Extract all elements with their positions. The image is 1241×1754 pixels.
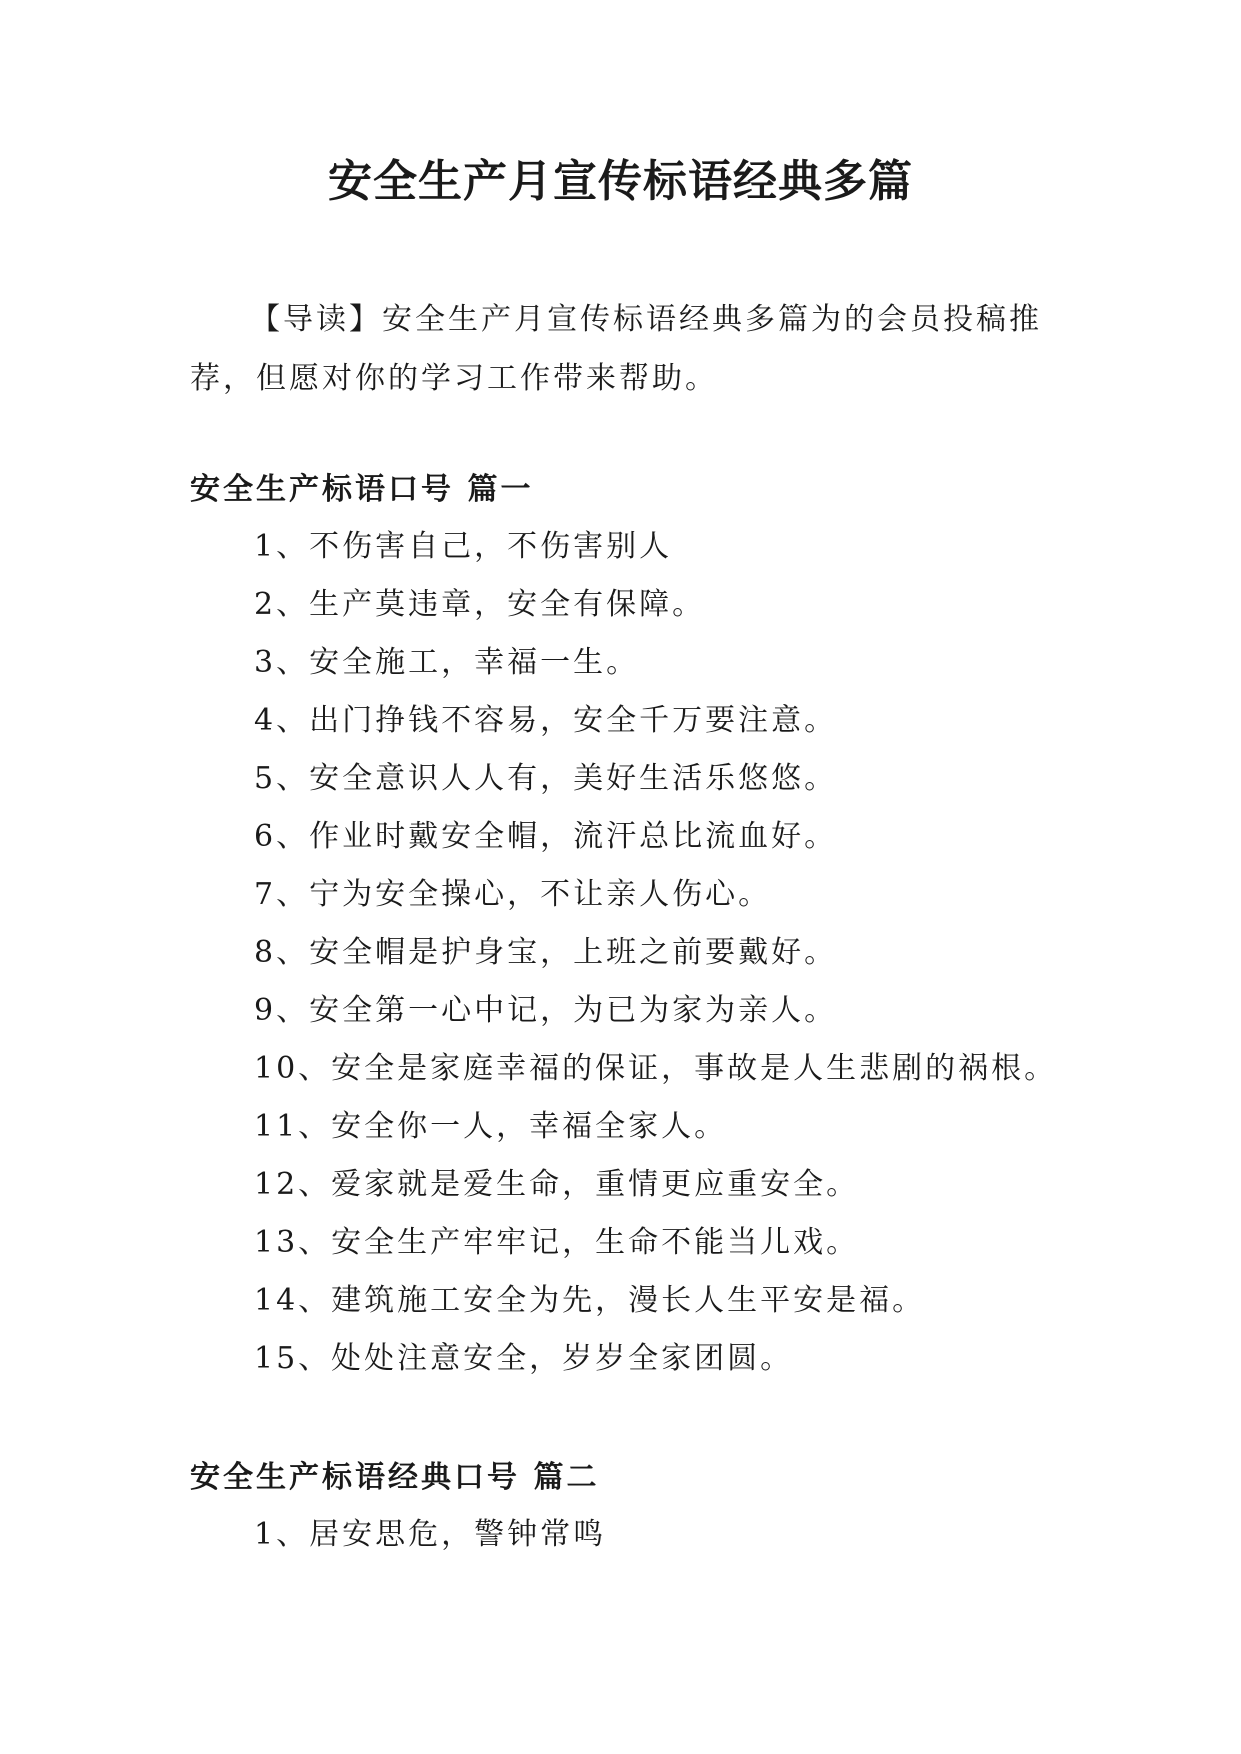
slogan-item: 15、处处注意安全，岁岁全家团圆。: [254, 1341, 794, 1376]
slogan-item: 8、安全帽是护身宝，上班之前要戴好。: [254, 935, 838, 970]
slogan-item: 12、爱家就是爱生命，重情更应重安全。: [254, 1167, 860, 1202]
slogan-item: 7、宁为安全操心，不让亲人伤心。: [254, 877, 772, 912]
slogan-item: 9、安全第一心中记，为已为家为亲人。: [254, 993, 838, 1028]
slogan-item: 10、安全是家庭幸福的保证，事故是人生悲剧的祸根。: [254, 1051, 1058, 1086]
intro-paragraph: 【导读】安全生产月宣传标语经典多篇为的会员投稿推荐，但愿对你的学习工作带来帮助。: [190, 302, 1042, 396]
slogan-item: 6、作业时戴安全帽，流汗总比流血好。: [254, 819, 838, 854]
section-heading: 安全生产标语经典口号 篇二: [190, 1460, 600, 1495]
slogan-item: 11、安全你一人，幸福全家人。: [254, 1109, 728, 1144]
slogan-list: [254, 1515, 606, 1573]
slogan-item: 13、安全生产牢牢记，生命不能当儿戏。: [254, 1225, 860, 1260]
slogan-item: 4、出门挣钱不容易，安全千万要注意。: [254, 703, 838, 738]
section-heading: 安全生产标语口号 篇一: [190, 472, 534, 507]
slogan-item: 3、安全施工，幸福一生。: [254, 645, 640, 680]
slogan-item: 5、安全意识人人有，美好生活乐悠悠。: [254, 761, 838, 796]
slogan-list: [254, 527, 1057, 1397]
slogan-item: 1、居安思危，警钟常鸣: [254, 1517, 607, 1552]
document-title: 安全生产月宣传标语经典多篇: [328, 156, 913, 207]
slogan-item: 2、生产莫违章，安全有保障。: [254, 587, 706, 622]
slogan-item: 14、建筑施工安全为先，漫长人生平安是福。: [254, 1283, 926, 1318]
slogan-item: 1、不伤害自己，不伤害别人: [254, 529, 673, 564]
